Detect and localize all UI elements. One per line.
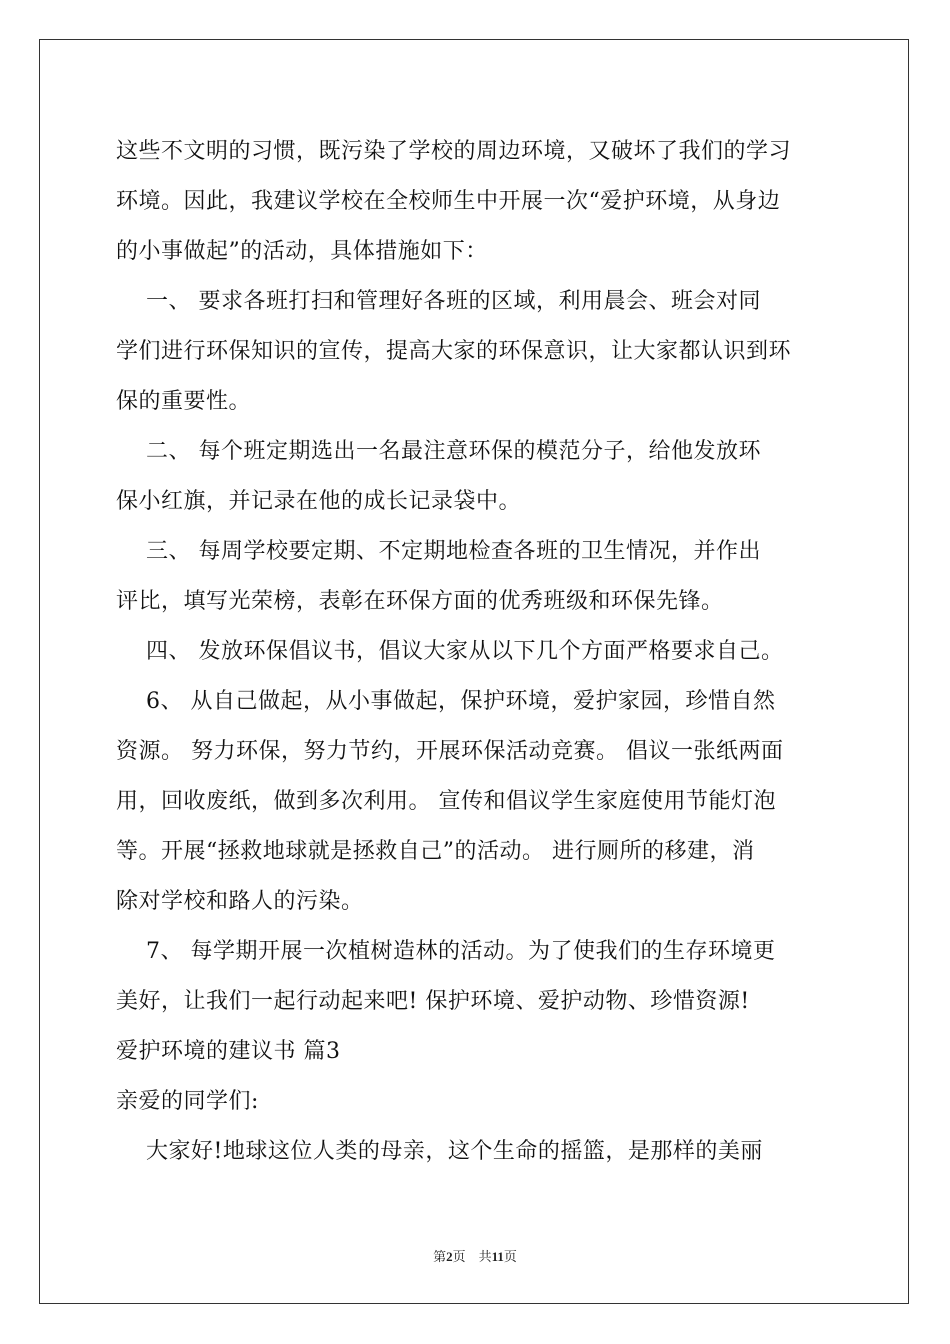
section-heading: 爱护环境的建议书 篇3 <box>116 1039 341 1064</box>
body-line: 学们进行环保知识的宣传，提高大家的环保意识，让大家都认识到环 <box>116 339 792 364</box>
body-line: 四、 发放环保倡议书，倡议大家从以下几个方面严格要求自己。 <box>116 639 784 664</box>
body-line: 保小红旗，并记录在他的成长记录袋中。 <box>116 489 522 514</box>
body-line: 的小事做起”的活动，具体措施如下： <box>116 239 488 264</box>
body-line: 7、 每学期开展一次植树造林的活动。为了使我们的生存环境更 <box>116 939 776 964</box>
footer-prefix: 第 <box>433 1249 447 1264</box>
body-line: 这些不文明的习惯，既污染了学校的周边环境，又破坏了我们的学习 <box>116 139 792 164</box>
page-total: 11 <box>491 1249 504 1264</box>
body-line: 美好，让我们一起行动起来吧! 保护环境、爱护动物、珍惜资源! <box>116 989 750 1014</box>
body-line: 6、 从自己做起，从小事做起，保护环境，爱护家园，珍惜自然 <box>116 689 776 714</box>
body-line: 大家好!地球这位人类的母亲，这个生命的摇篮，是那样的美丽 <box>116 1139 763 1164</box>
body-line: 一、 要求各班打扫和管理好各班的区域，利用晨会、班会对同 <box>116 289 761 314</box>
body-line: 保的重要性。 <box>116 389 252 414</box>
footer-suffix: 页 <box>503 1249 517 1264</box>
salutation: 亲爱的同学们: <box>116 1089 259 1114</box>
body-line: 评比，填写光荣榜，表彰在环保方面的优秀班级和环保先锋。 <box>116 589 724 614</box>
body-line: 等。开展“拯救地球就是拯救自己”的活动。 进行厕所的移建，消 <box>116 839 755 864</box>
body-line: 三、 每周学校要定期、不定期地检查各班的卫生情况，并作出 <box>116 539 761 564</box>
body-line: 用，回收废纸，做到多次利用。 宣传和倡议学生家庭使用节能灯泡 <box>116 789 776 814</box>
page-number: 2 <box>446 1249 453 1264</box>
body-line: 资源。 努力环保，努力节约，开展环保活动竞赛。 倡议一张纸两面 <box>116 739 784 764</box>
body-line: 二、 每个班定期选出一名最注意环保的模范分子，给他发放环 <box>116 439 761 464</box>
body-line: 环境。因此，我建议学校在全校师生中开展一次“爱护环境，从身边 <box>116 189 781 214</box>
footer-mid: 页 共 <box>452 1249 492 1264</box>
body-line: 除对学校和路人的污染。 <box>116 889 364 914</box>
page-footer <box>0 1246 950 1265</box>
